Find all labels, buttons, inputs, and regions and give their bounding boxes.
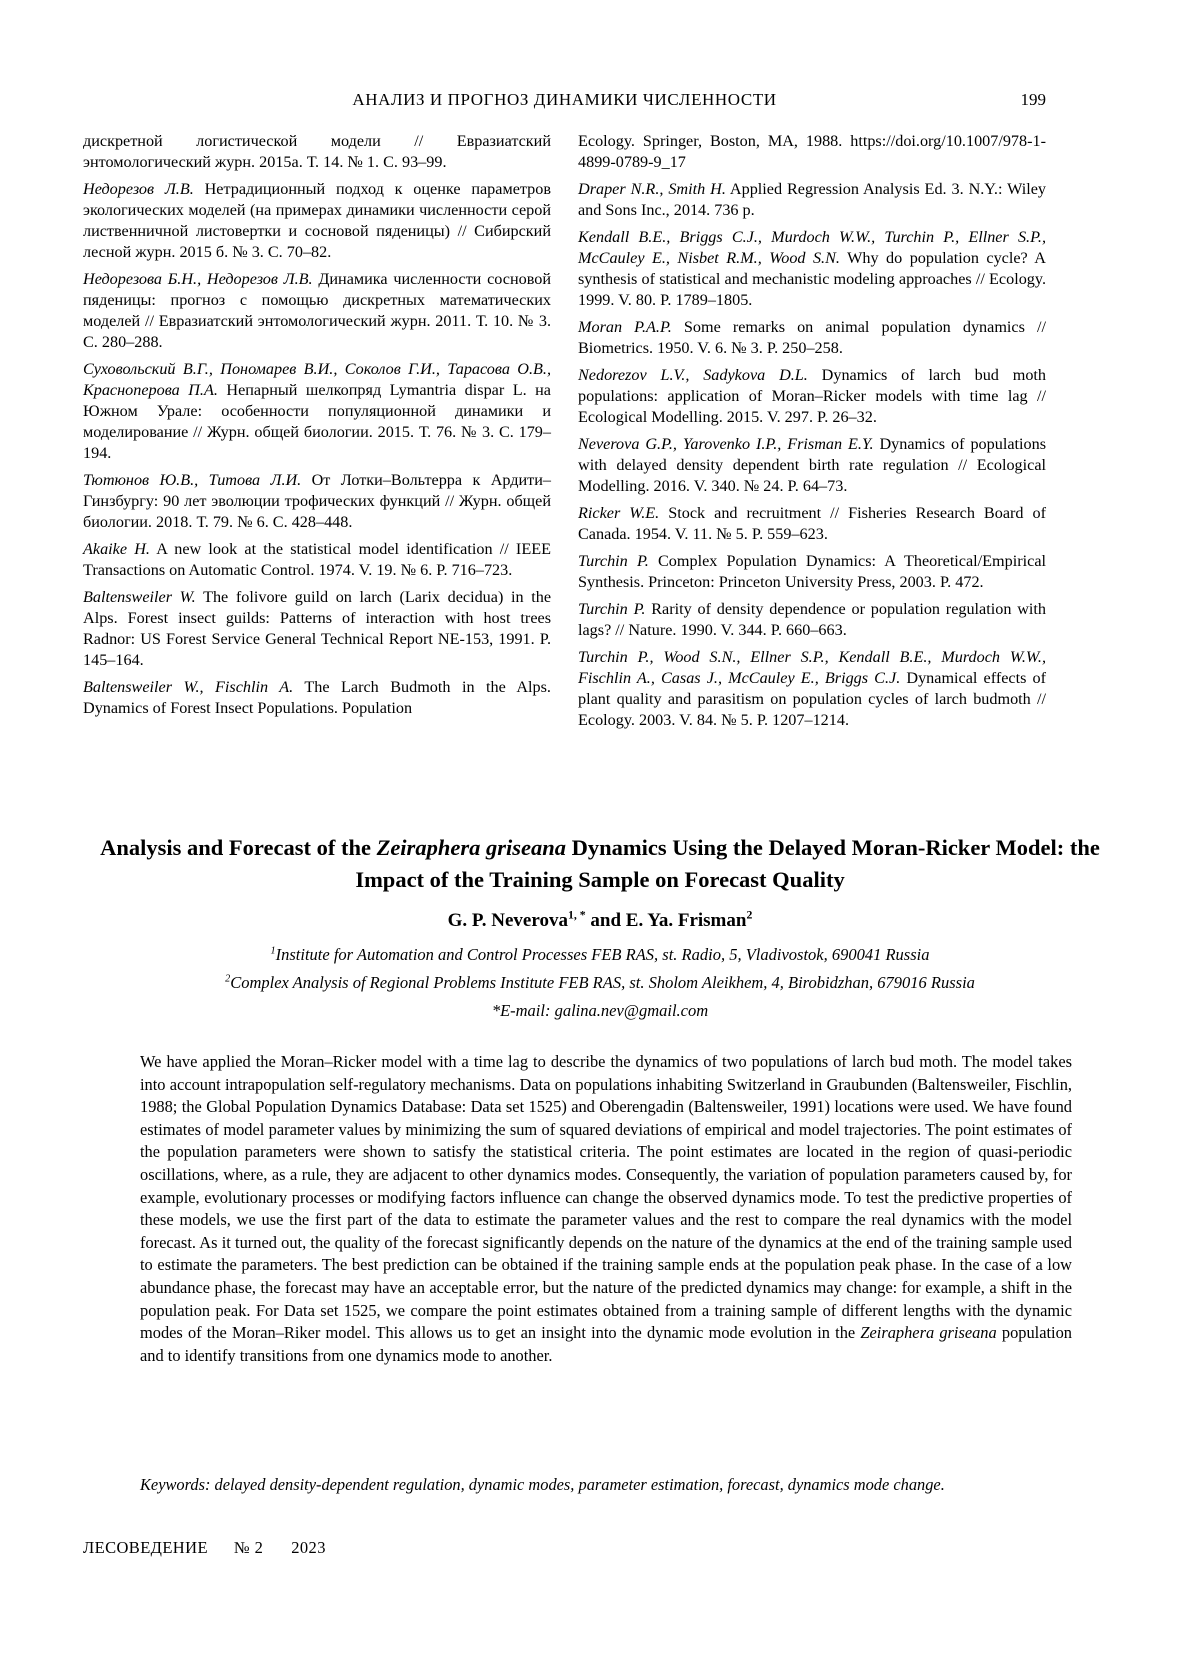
abstract-part1: We have applied the Moran–Ricker model with a time lag to describe the dynamics of two populations of larch bud moth. The model takes into account intrapopulation self-regulatory mechanisms. Data on populations inhabiting Switzerland in Graubunden (Baltensweiler, Fischlin, 1988; the Global Population Dynamics Database: Data set 1525) and Oberengadin (Baltensweiler, 1991) locations were used. We have found estimates of model parameter values by minimizing the sum of squared deviations of empirical and model trajectories. The point estimates of the population parameters were shown to satisfy the statistical criteria. The point estimates are located in the region of quasi-periodic oscillations, where, as a rule, they are adjacent to other dynamics modes. Consequently, the variation of population parameters caused by, for example, evolutionary processes or modifying factors influence can change the observed dynamics mode. To test the predictive properties of these models, we use the first part of the data to estimate the parameter values and the rest to compare the real dynamics with the model forecast. As it turned out, the quality of the forecast significantly depends on the nature of the dynamics at the end of the training sample used to estimate the parameters. The best prediction can be obtained if the training sample ends at the population peak phase. In the case of a low abundance phase, the forecast may have an acceptable error, but the nature of the predicted dynamics may change: for example, a shift in the population peak. For Data set 1525, we compare the point estimates obtained from a training sample of different lengths with the dynamic modes of the Moran–Riker model. This allows us to get an insight into the dynamic mode evolution in the xyxy=(140,1052,1072,1343)
species-name-italic: Zeiraphera griseana xyxy=(860,1323,997,1343)
reference-entry xyxy=(578,131,1046,173)
reference-entry xyxy=(578,647,1046,731)
ref-authors: Ricker W.E. xyxy=(578,504,660,522)
affiliations-block xyxy=(77,941,1123,1025)
ref-text: Динамика численности сосновой пяденицы: прогноз с помощью дискретных математических моделей // Евразиатский энтомологический журн. 2011. Т. 10. № 3. С. 280–288. xyxy=(83,270,551,351)
author-2-name: E. Ya. Frisman xyxy=(625,910,747,931)
title-text-post: Dynamics Using the Delayed Moran-Ricker Model: the Impact of the Training Sample on Forecast Quality xyxy=(355,835,1100,892)
ref-text: От Лотки–Вольтерра к Ардити–Гинзбургу: 90 лет эволюции трофических функций // Журн. общей биологии. 2018. Т. 79. № 6. С. 428–448. xyxy=(83,471,552,531)
ref-text: Непарный шелкопряд Lymantria dispar L. на Южном Урале: особенности популяционной динамики и моделирование // Журн. общей биологии. 2015. Т. 76. № 3. С. 179–194. xyxy=(83,381,551,462)
ref-authors: Baltensweiler W. xyxy=(83,588,196,606)
article-title xyxy=(77,832,1123,896)
author-2-superscript: 2 xyxy=(746,908,753,922)
keywords-line xyxy=(140,1474,1072,1496)
ref-text: A new look at the statistical model identification // IEEE Transactions on Automatic Control. 1974. V. 19. № 6. P. 716–723. xyxy=(83,540,551,579)
reference-entry xyxy=(578,179,1046,221)
reference-entry xyxy=(83,587,551,671)
ref-text: дискретной логистической модели // Евразиатский энтомологический журн. 2015а. Т. 14. № 1. С. 93–99. xyxy=(83,132,551,171)
ref-authors: Moran P.A.P. xyxy=(578,318,672,336)
ref-authors: Недорезова Б.Н., Недорезов Л.В. xyxy=(83,270,313,288)
keywords-text: delayed density-dependent regulation, dynamic modes, parameter estimation, forecast, dynamics mode change. xyxy=(210,1475,945,1494)
ref-authors: Akaike H. xyxy=(83,540,150,558)
affiliation-line xyxy=(77,941,1123,969)
reference-column-right xyxy=(578,131,1046,737)
abstract-text xyxy=(140,1051,1072,1367)
ref-authors: Turchin P. xyxy=(578,600,646,618)
reference-entry xyxy=(83,359,551,464)
ref-authors: Turchin P. xyxy=(578,552,649,570)
author-1-superscript: 1, * xyxy=(567,908,586,922)
abstract-part2: population and to identify transitions from one dynamics mode to another. xyxy=(140,1323,1072,1365)
ref-authors: Baltensweiler W., Fischlin A. xyxy=(83,678,294,696)
author-1-name: G. P. Neverova xyxy=(447,910,568,931)
footer-year: 2023 xyxy=(291,1538,326,1557)
ref-authors: Neverova G.P., Yarovenko I.P., Frisman E.Y. xyxy=(578,435,874,453)
reference-entry xyxy=(578,227,1046,311)
authors-joiner: and xyxy=(585,910,626,931)
ref-authors: Nedorezov L.V., Sadykova D.L. xyxy=(578,366,808,384)
reference-entry xyxy=(578,551,1046,593)
affiliation-1-superscript: 1 xyxy=(270,945,276,957)
ref-text: Нетрадиционный подход к оценке параметров экологических моделей (на примерах динамики численности серой лиственничной листовертки и сосновой пяденицы) // Сибирский лесной журн. 2015 б. № 3. С. 70–82. xyxy=(83,180,551,261)
reference-entry xyxy=(578,599,1046,641)
email-line: *E-mail: galina.nev@gmail.com xyxy=(491,1001,709,1020)
ref-text: Some remarks on animal population dynamics // Biometrics. 1950. V. 6. № 3. P. 250–258. xyxy=(578,318,1046,357)
ref-text: Rarity of density dependence or population regulation with lags? // Nature. 1990. V. 344. P. 660–663. xyxy=(578,600,1046,639)
title-text-pre: Analysis and Forecast of the xyxy=(100,835,377,860)
ref-authors: Тютюнов Ю.В., Титова Л.И. xyxy=(83,471,302,489)
footer-journal-name: ЛЕСОВЕДЕНИЕ xyxy=(83,1538,208,1557)
ref-text: The folivore guild on larch (Larix decidua) in the Alps. Forest insect guilds: Patterns of interaction with host trees Radnor: US Forest Service General Technical Report NE-153, 1991. P. 145–164. xyxy=(83,588,552,669)
reference-list xyxy=(83,131,1046,737)
keywords-label: Keywords: xyxy=(140,1475,211,1494)
affiliation-1-text: Institute for Automation and Control Processes FEB RAS, st. Radio, 5, Vladivostok, 690041 Russia xyxy=(275,945,930,964)
reference-entry xyxy=(83,539,551,581)
footer-issue: № 2 xyxy=(233,1538,264,1557)
reference-entry xyxy=(578,434,1046,497)
ref-text: Stock and recruitment // Fisheries Research Board of Canada. 1954. V. 11. № 5. P. 559–623. xyxy=(578,504,1046,543)
authors-line xyxy=(77,910,1123,932)
ref-text: Applied Regression Analysis Ed. 3. N.Y.: Wiley and Sons Inc., 2014. 736 p. xyxy=(578,180,1046,219)
article-title-block xyxy=(77,832,1123,896)
ref-text: Ecology. Springer, Boston, MA, 1988. https://doi.org/10.1007/978-1-4899-0789-9_17 xyxy=(578,132,1046,171)
ref-text: Why do population cycle? A synthesis of statistical and mechanistic modeling approaches // Ecology. 1999. V. 80. P. 1789–1805. xyxy=(578,249,1046,309)
ref-text: Dynamical effects of plant quality and parasitism on population cycles of larch budmoth // Ecology. 2003. V. 84. № 5. P. 1207–1214. xyxy=(578,669,1046,729)
reference-column-left xyxy=(83,131,551,737)
affiliation-2-superscript: 2 xyxy=(225,973,231,985)
reference-entry xyxy=(578,317,1046,359)
reference-entry xyxy=(578,365,1046,428)
reference-entry xyxy=(83,269,551,353)
ref-authors: Недорезов Л.В. xyxy=(83,180,194,198)
ref-text: Dynamics of populations with delayed density dependent birth rate regulation // Ecological Modelling. 2016. V. 340. № 24. P. 64–73. xyxy=(578,435,1046,495)
running-head-title: АНАЛИЗ И ПРОГНОЗ ДИНАМИКИ ЧИСЛЕННОСТИ xyxy=(352,90,777,109)
ref-authors: Kendall B.E., Briggs C.J., Murdoch W.W., Turchin P., Ellner S.P., McCauley E., Nisbet R.M., Wood S.N. xyxy=(578,228,1046,267)
reference-entry xyxy=(83,179,551,263)
reference-entry xyxy=(83,470,551,533)
reference-entry xyxy=(578,503,1046,545)
ref-authors: Draper N.R., Smith H. xyxy=(578,180,726,198)
reference-entry xyxy=(83,131,551,173)
reference-entry xyxy=(83,677,551,719)
ref-text: Dynamics of larch bud moth populations: application of Moran–Ricker models with time lag // Ecological Modelling. 2015. V. 297. P. 26–32. xyxy=(578,366,1046,426)
journal-footer xyxy=(83,1538,326,1558)
ref-text: The Larch Budmoth in the Alps. Dynamics of Forest Insect Populations. Population xyxy=(83,678,551,717)
affiliation-2-text: Complex Analysis of Regional Problems Institute FEB RAS, st. Sholom Aleikhem, 4, Birobidzhan, 679016 Russia xyxy=(230,973,975,992)
species-name-italic: Zeiraphera griseana xyxy=(376,835,566,860)
ref-text: Complex Population Dynamics: A Theoretical/Empirical Synthesis. Princeton: Princeton University Press, 2003. P. 472. xyxy=(578,552,1046,591)
page-number: 199 xyxy=(1020,90,1046,109)
running-head xyxy=(83,90,1046,110)
affiliation-line xyxy=(77,969,1123,997)
ref-authors: Суховольский В.Г., Пономарев В.И., Соколов Г.И., Тарасова О.В., Красноперова П.А. xyxy=(83,360,551,399)
ref-authors: Turchin P., Wood S.N., Ellner S.P., Kendall B.E., Murdoch W.W., Fischlin A., Casas J., McCauley E., Briggs C.J. xyxy=(578,648,1046,687)
